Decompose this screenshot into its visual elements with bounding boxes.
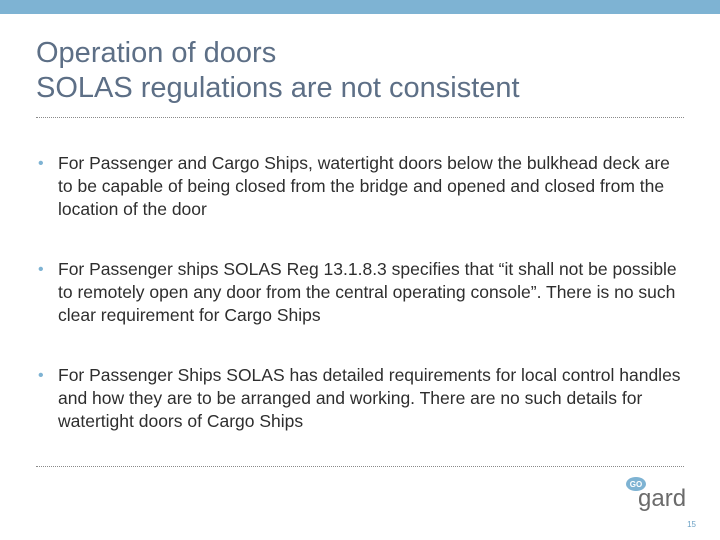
bullet-marker: • <box>38 261 44 278</box>
slide-title <box>36 36 696 106</box>
logo-wordmark: gard <box>638 485 687 512</box>
gard-logo <box>624 476 694 512</box>
bullet-list <box>36 152 686 470</box>
title-line-1: Operation of doors <box>36 37 277 69</box>
bullet-text: For Passenger Ships SOLAS has detailed requirements for local control handles and how they are to be arranged and working. There are no such details for watertight doors of Cargo Ships <box>58 365 681 431</box>
bullet-marker: • <box>38 155 44 172</box>
title-line-2: SOLAS regulations are not consistent <box>36 72 520 104</box>
bullet-text: For Passenger and Cargo Ships, watertight doors below the bulkhead deck are to be capable of being closed from the bridge and opened and closed from the location of the door <box>58 153 670 219</box>
gard-logo-graphic <box>624 476 694 512</box>
bullet-marker: • <box>38 367 44 384</box>
footer-divider <box>36 466 684 467</box>
bullet-item <box>36 364 686 433</box>
top-accent-bar <box>0 0 720 14</box>
title-divider <box>36 117 684 118</box>
page-number: 15 <box>687 520 696 529</box>
bullet-text: For Passenger ships SOLAS Reg 13.1.8.3 specifies that “it shall not be possible to remotely open any door from the central operating console”. There is no such clear requirement for Cargo Ships <box>58 259 677 325</box>
bullet-item <box>36 152 686 221</box>
bullet-item <box>36 258 686 327</box>
logo-badge-text: GO <box>629 480 643 489</box>
